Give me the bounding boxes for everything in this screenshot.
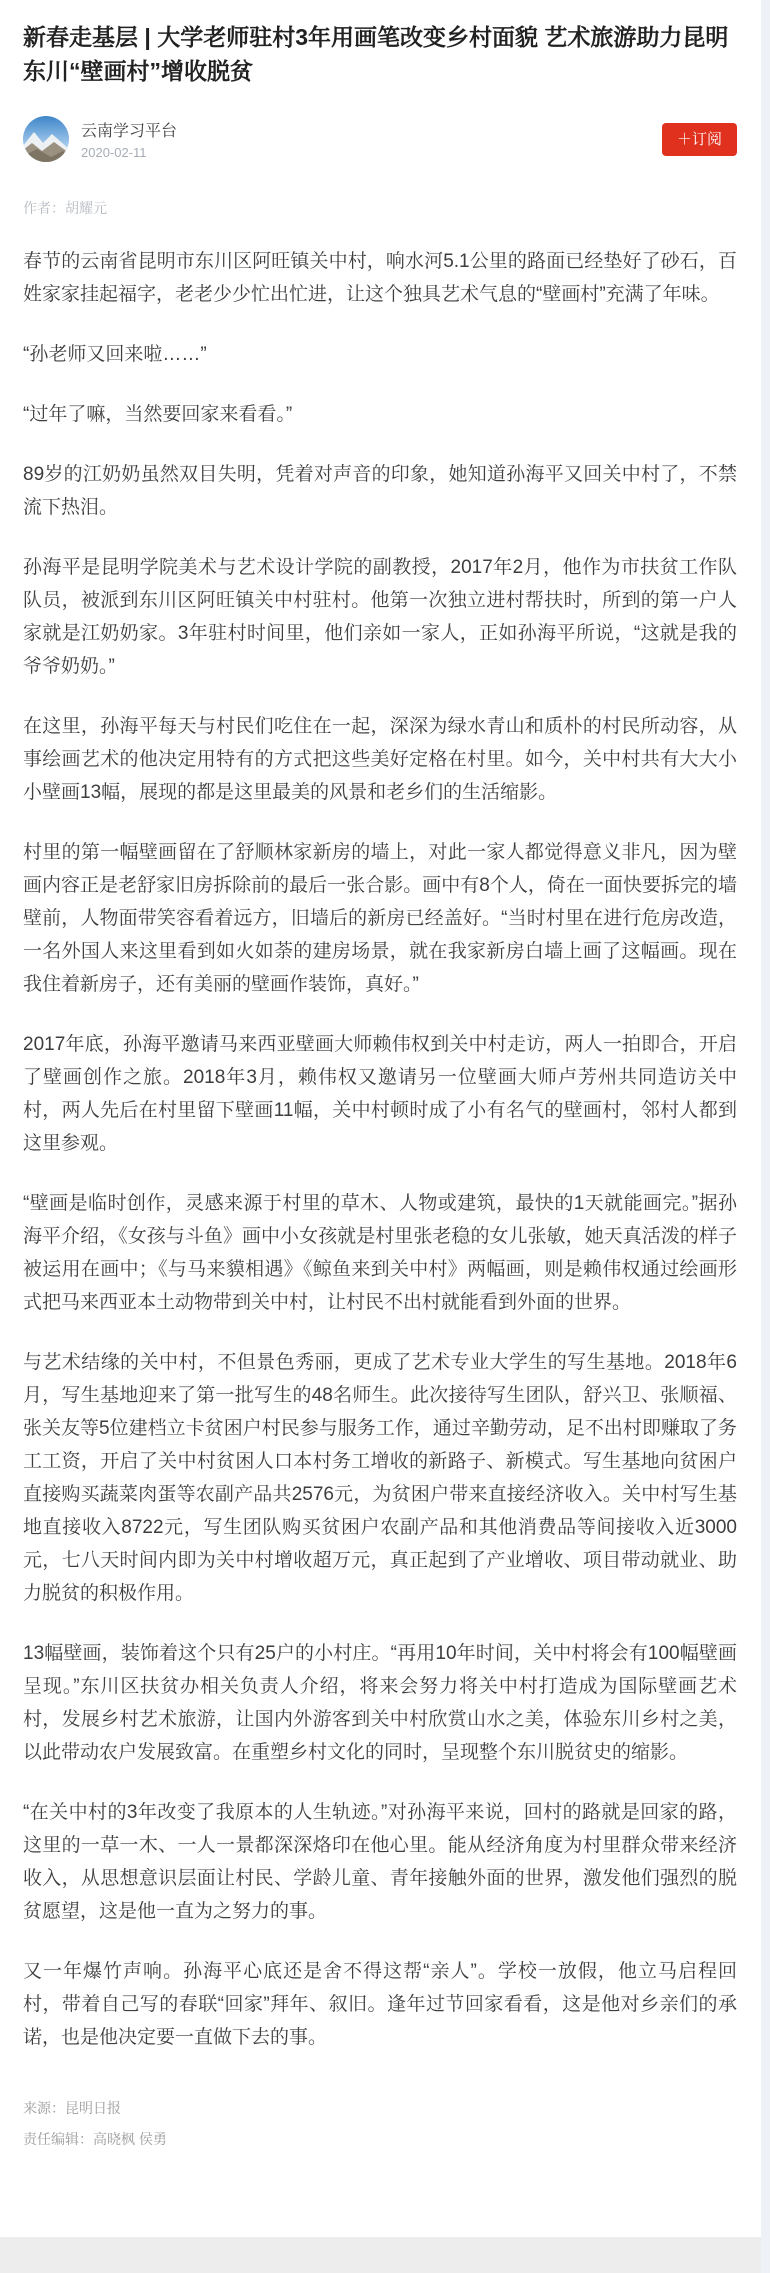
article-paragraph: “孙老师又回来啦……” [23,344,207,365]
publisher-row [23,116,737,162]
article-paragraph: 又一年爆竹声响。孙海平心底还是舍不得这帮“亲人”。学校一放假，他立马启程回村，带着自己写的春联“回家”拜年、叙旧。逢年过节回家看看，这是他对乡亲们的承诺，也是他决定要一直做下去的事。 [23,1961,737,2048]
article-paragraph: “过年了嘛，当然要回家来看看。” [23,404,293,425]
article-paragraph: 13幅壁画，装饰着这个只有25户的小村庄。“再用10年时间，关中村将会有100幅壁画呈现。”东川区扶贫办相关负责人介绍，将来会努力将关中村打造成为国际壁画艺术村，发展乡村艺术旅游，让国内外游客到关中村欣赏山水之美，体验东川乡村之美，以此带动农户发展致富。在重塑乡村文化的同时，呈现整个东川脱贫史的缩影。 [23,1643,737,1763]
publisher-info [81,118,177,160]
article-paragraph: 春节的云南省昆明市东川区阿旺镇关中村，响水河5.1公里的路面已经垫好了砂石，百姓家家挂起福字，老老少少忙出忙进，让这个独具艺术气息的“壁画村”充满了年味。 [23,251,737,305]
subscribe-button[interactable]: ＋订阅 [662,123,737,156]
article-paragraph: “在关中村的3年改变了我原本的人生轨迹。”对孙海平来说，回村的路就是回家的路，这里的一草一木、一人一景都深深烙印在他心里。能从经济角度为村里群众带来经济收入，从思想意识层面让村民、学龄儿童、青年接触外面的世界，激发他们强烈的脱贫愿望，这是他一直为之努力的事。 [23,1802,737,1922]
article-paragraph: 与艺术结缘的关中村，不但景色秀丽，更成了艺术专业大学生的写生基地。2018年6月，写生基地迎来了第一批写生的48名师生。此次接待写生团队，舒兴卫、张顺福、张关友等5位建档立卡贫困户村民参与服务工作，通过辛勤劳动，足不出村即赚取了务工工资，开启了关中村贫困人口本村务工增收的新路子、新模式。写生基地向贫困户直接购买蔬菜肉蛋等农副产品共2576元，为贫困户带来直接经济收入。关中村写生基地直接收入8722元，写生团队购买贫困户农副产品和其他消费品等间接收入近3000元，七八天时间内即为关中村增收超万元，真正起到了产业增收、项目带动就业、助力脱贫的积极作用。 [23,1352,737,1604]
article-paragraph: 村里的第一幅壁画留在了舒顺林家新房的墙上，对此一家人都觉得意义非凡，因为壁画内容正是老舒家旧房拆除前的最后一张合影。画中有8个人，倚在一面快要拆完的墙壁前，人物面带笑容看着远方，旧墙后的新房已经盖好。“当时村里在进行危房改造，一名外国人来这里看到如火如荼的建房场景，就在我家新房白墙上画了这幅画。现在我住着新房子，还有美丽的壁画作装饰，真好。” [23,842,737,995]
article-title: 新春走基层 | 大学老师驻村3年用画笔改变乡村面貌 艺术旅游助力昆明东川“壁画村”增收脱贫 [23,24,729,84]
publisher-avatar[interactable] [23,116,69,162]
footer-band [0,2237,770,2273]
article-paragraph: 在这里，孙海平每天与村民们吃住在一起，深深为绿水青山和质朴的村民所动容，从事绘画艺术的他决定用特有的方式把这些美好定格在村里。如今，关中村共有大大小小壁画13幅，展现的都是这里最美的风景和老乡们的生活缩影。 [23,716,737,803]
article-paragraph: 89岁的江奶奶虽然双目失明，凭着对声音的印象，她知道孙海平又回关中村了，不禁流下热泪。 [23,464,737,518]
article-paragraph: 孙海平是昆明学院美术与艺术设计学院的副教授，2017年2月，他作为市扶贫工作队队员，被派到东川区阿旺镇关中村驻村。他第一次独立进村帮扶时，所到的第一户人家就是江奶奶家。3年驻村时间里，他们亲如一家人，正如孙海平所说，“这就是我的爷爷奶奶。” [23,557,737,677]
publish-date: 2020-02-11 [81,145,147,160]
author-line: 作者：胡耀元 [23,200,107,216]
article-paragraph: 2017年底，孙海平邀请马来西亚壁画大师赖伟权到关中村走访，两人一拍即合，开启了壁画创作之旅。2018年3月，赖伟权又邀请另一位壁画大师卢芳州共同造访关中村，两人先后在村里留下壁画11幅，关中村顿时成了小有名气的壁画村，邻村人都到这里参观。 [23,1034,737,1154]
article-body [23,245,737,2054]
scrollbar-gutter[interactable] [761,0,770,2273]
mountain-photo-icon [23,116,69,162]
source-line: 来源：昆明日报 [23,2100,121,2116]
editor-line: 责任编辑：高晓枫 侯勇 [23,2131,167,2147]
publisher-name[interactable]: 云南学习平台 [81,123,178,140]
article-paragraph: “壁画是临时创作，灵感来源于村里的草木、人物或建筑，最快的1天就能画完。”据孙海平介绍，《女孩与斗鱼》画中小女孩就是村里张老稳的女儿张敏，她天真活泼的样子被运用在画中；《与马来貘相遇》《鲸鱼来到关中村》两幅画，则是赖伟权通过绘画形式把马来西亚本土动物带到关中村，让村民不出村就能看到外面的世界。 [23,1193,737,1313]
